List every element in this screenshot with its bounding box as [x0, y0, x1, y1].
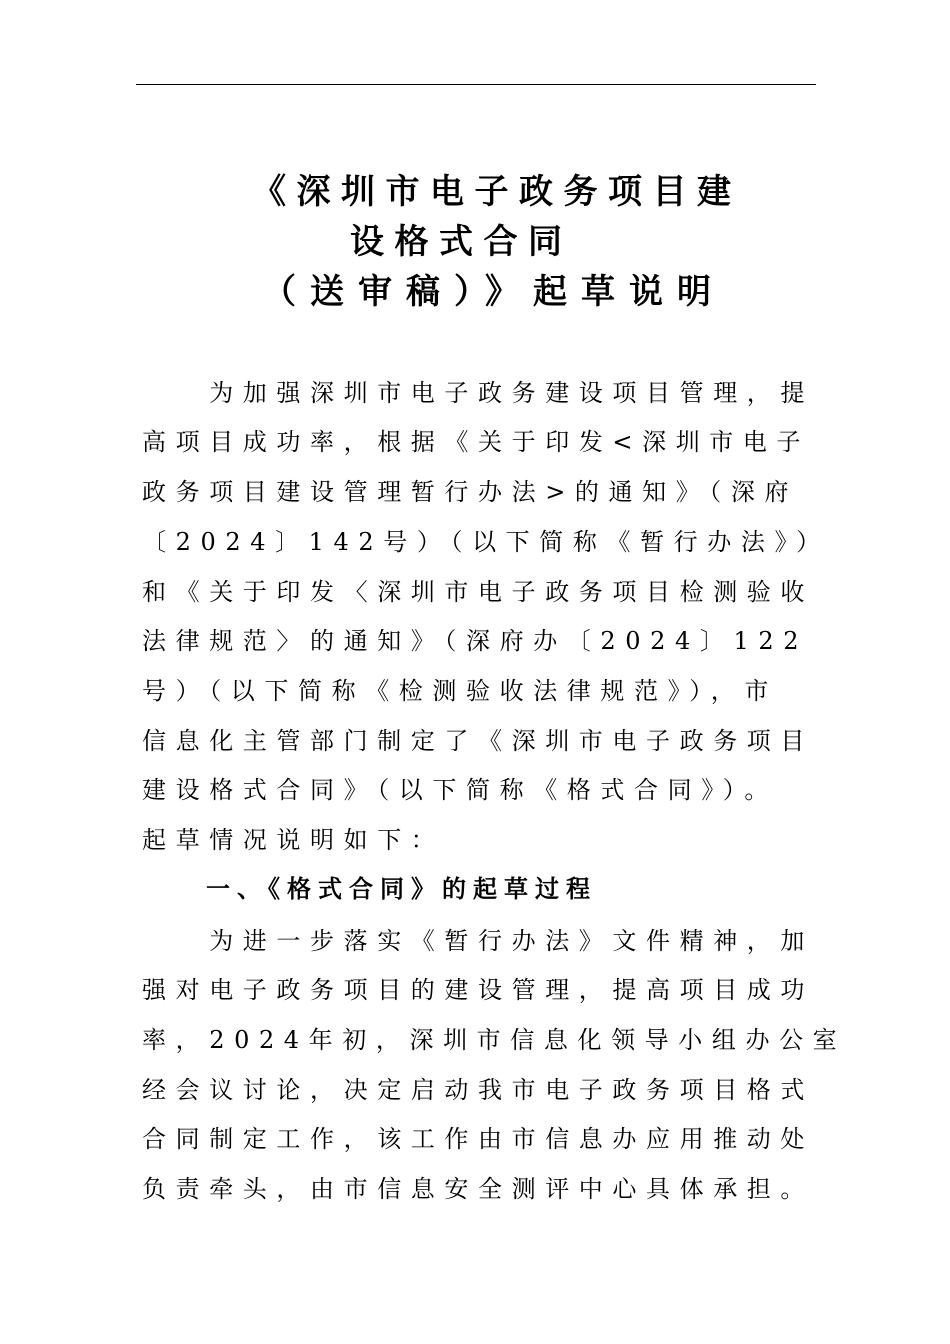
paragraph-2-line-4: 经会议讨论，决定启动我市电子政务项目格式 — [142, 1076, 814, 1104]
paragraph-1-line-6: 法律规范〉的通知》（深府办〔2024〕122 — [142, 627, 809, 655]
paragraph-1-line-1: 为加强深圳市电子政务建设项目管理，提 — [142, 379, 814, 407]
title-line-3: （送审稿）》起草说明 — [262, 272, 725, 312]
paragraph-1-line-10: 起草情况说明如下： — [142, 826, 445, 854]
paragraph-2-line-5: 合同制定工作，该工作由市信息办应用推动处 — [142, 1125, 814, 1153]
paragraph-1-line-7: 号）（以下简称《检测验收法律规范》），市 — [142, 677, 778, 705]
top-rule — [136, 84, 816, 85]
title-line-2: 设格式合同 — [350, 222, 573, 262]
paragraph-1-line-2: 高项目成功率，根据《关于印发<深圳市电子 — [142, 428, 811, 456]
paragraph-1-line-8: 信息化主管部门制定了《深圳市电子政务项目 — [142, 727, 814, 755]
paragraph-1-line-4: 〔2024〕142号）（以下简称《暂行办法》） — [142, 528, 830, 556]
paragraph-2-line-2: 强对电子政务项目的建设管理，提高项目成功 — [142, 976, 814, 1004]
paragraph-2-line-6: 负责牵头，由市信息安全测评中心具体承担。 — [142, 1175, 814, 1203]
paragraph-1-line-3: 政务项目建设管理暂行办法>的通知》（深府 — [142, 478, 799, 506]
paragraph-1-line-5: 和《关于印发〈深圳市电子政务项目检测验收 — [142, 578, 814, 606]
title-line-1: 《深圳市电子政务项目建 — [252, 172, 742, 212]
paragraph-2-line-1: 为进一步落实《暂行办法》文件精神，加 — [142, 927, 814, 955]
section-1-heading: 一、《格式合同》的起草过程 — [206, 875, 597, 903]
paragraph-2-line-3: 率，2024年初，深圳市信息化领导小组办公室 — [142, 1026, 847, 1054]
paragraph-1-line-9: 建设格式合同》（以下简称《格式合同》）。 — [142, 776, 778, 804]
